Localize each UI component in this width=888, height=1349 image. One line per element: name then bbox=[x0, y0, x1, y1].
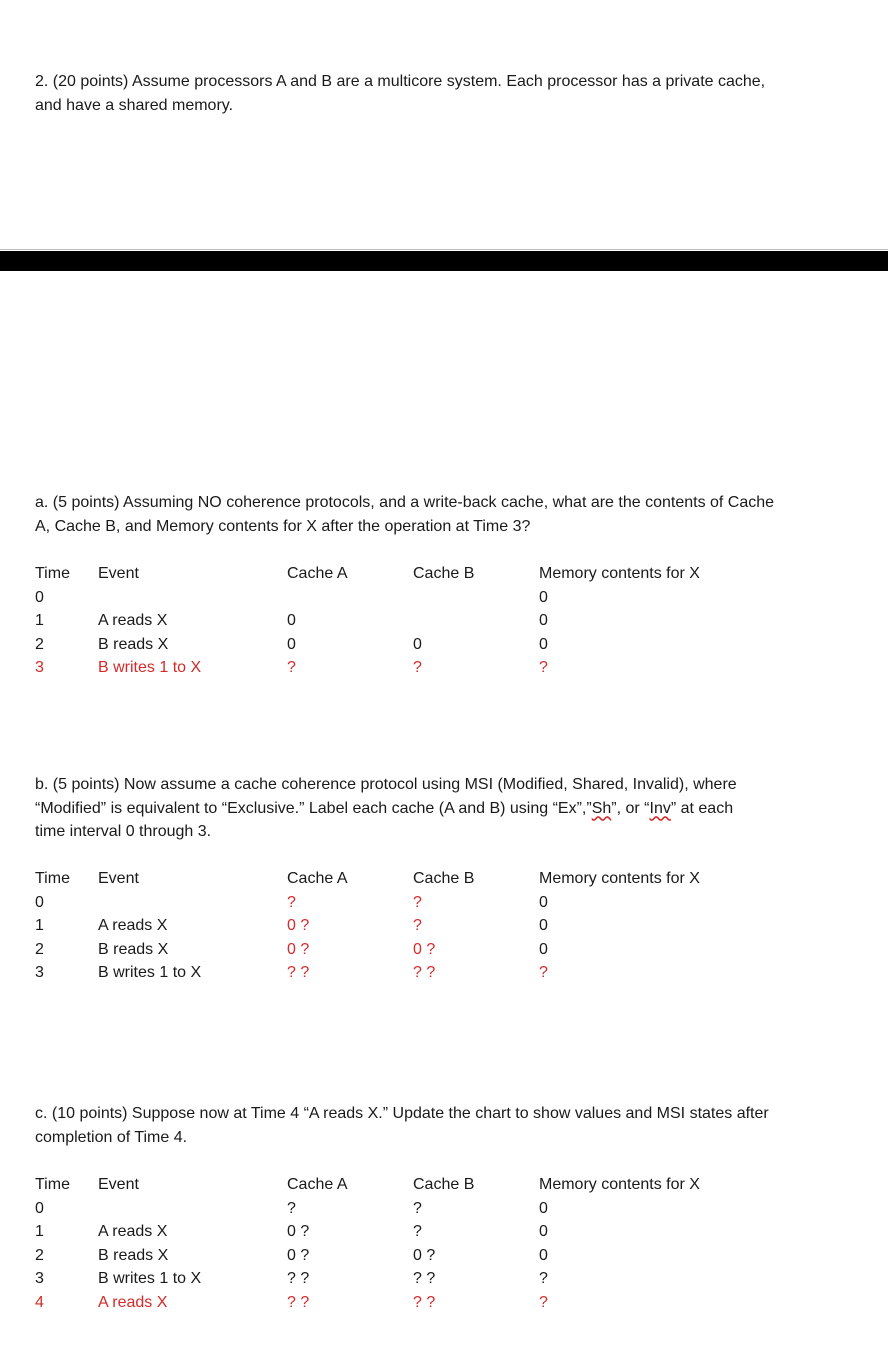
table-header-row bbox=[0, 867, 888, 891]
cell-memory: ? bbox=[539, 964, 548, 981]
header-cache-b: Cache B bbox=[413, 565, 475, 582]
cell-cache-b: 0 ? bbox=[413, 1246, 436, 1264]
header-cache-a: Cache A bbox=[287, 1176, 348, 1193]
cell-time: 3 bbox=[35, 659, 44, 676]
header-memory: Memory contents for X bbox=[539, 1176, 700, 1193]
table-row-highlight bbox=[0, 656, 888, 680]
cell-memory: 0 bbox=[539, 893, 548, 911]
cell-cache-a: 0 bbox=[287, 635, 296, 653]
table-row bbox=[0, 914, 888, 938]
cell-time: 1 bbox=[35, 1223, 44, 1240]
question-intro-line2: and have a shared memory. bbox=[35, 96, 234, 114]
header-memory: Memory contents for X bbox=[539, 870, 700, 887]
cell-cache-b: ? bbox=[413, 1199, 422, 1217]
header-event: Event bbox=[98, 1176, 139, 1193]
part-c-prompt bbox=[35, 1102, 855, 1149]
cell-cache-a: ? bbox=[287, 659, 296, 676]
header-time: Time bbox=[35, 565, 70, 582]
cell-event: A reads X bbox=[98, 612, 168, 629]
header-cache-b: Cache B bbox=[413, 1176, 475, 1193]
cell-time: 1 bbox=[35, 612, 44, 629]
cell-time: 3 bbox=[35, 1270, 44, 1287]
cell-cache-a: 0 ? bbox=[287, 1223, 310, 1240]
part-c-prompt-line2: completion of Time 4. bbox=[35, 1128, 188, 1146]
part-a-prompt bbox=[35, 491, 855, 538]
cell-cache-b: 0 ? bbox=[413, 940, 436, 958]
cell-cache-b: 0 bbox=[413, 635, 422, 653]
header-memory: Memory contents for X bbox=[539, 565, 700, 582]
table-row bbox=[0, 1267, 888, 1291]
cell-event: B reads X bbox=[98, 940, 169, 958]
cell-time: 1 bbox=[35, 917, 44, 934]
cell-memory: 0 bbox=[539, 1223, 548, 1240]
cell-cache-b: ? ? bbox=[413, 1270, 436, 1287]
table-row bbox=[0, 1197, 888, 1221]
cell-time: 0 bbox=[35, 588, 44, 606]
header-cache-b: Cache B bbox=[413, 870, 475, 887]
part-b-prompt-line2-pre: “Modified” is equivalent to “Exclusive.” Label each cache (A and B) using “Ex”,” bbox=[35, 799, 592, 817]
table-row bbox=[0, 1220, 888, 1244]
table-header-row bbox=[0, 562, 888, 586]
cell-cache-b: ? ? bbox=[413, 964, 436, 981]
cell-time: 2 bbox=[35, 1246, 44, 1264]
cell-cache-b: ? ? bbox=[413, 1293, 436, 1311]
cell-memory: ? bbox=[539, 659, 548, 676]
table-row bbox=[0, 1244, 888, 1268]
cell-cache-a: ? ? bbox=[287, 1270, 310, 1287]
cell-cache-a: 0 bbox=[287, 612, 296, 629]
table-row bbox=[0, 633, 888, 657]
cell-cache-a: ? ? bbox=[287, 1293, 310, 1311]
cell-event: B reads X bbox=[98, 635, 169, 653]
cell-cache-b: ? bbox=[413, 917, 422, 934]
part-b-prompt-line1: b. (5 points) Now assume a cache coherence protocol using MSI (Modified, Shared, Invalid), where bbox=[35, 776, 737, 793]
header-event: Event bbox=[98, 870, 139, 887]
cell-event: B writes 1 to X bbox=[98, 1270, 202, 1287]
cell-event: B writes 1 to X bbox=[98, 659, 202, 676]
cell-cache-b: ? bbox=[413, 1223, 422, 1240]
cell-cache-a: 0 ? bbox=[287, 1246, 310, 1264]
part-b-prompt-inv: Inv bbox=[649, 799, 671, 817]
cell-memory: 0 bbox=[539, 635, 548, 653]
part-b-prompt-line2-post: ” at each bbox=[670, 799, 734, 817]
cell-memory: 0 bbox=[539, 1246, 548, 1264]
cell-event: A reads X bbox=[98, 1293, 168, 1311]
cell-cache-a: ? bbox=[287, 893, 296, 911]
cell-cache-a: 0 ? bbox=[287, 940, 310, 958]
part-c-prompt-line1: c. (10 points) Suppose now at Time 4 “A reads X.” Update the chart to show values and MSI states after bbox=[35, 1105, 769, 1122]
cell-time: 0 bbox=[35, 893, 44, 911]
cell-memory: 0 bbox=[539, 940, 548, 958]
cell-memory: 0 bbox=[539, 1199, 548, 1217]
table-header-row bbox=[0, 1173, 888, 1197]
cell-memory: 0 bbox=[539, 612, 548, 629]
header-time: Time bbox=[35, 1176, 70, 1193]
question-intro bbox=[35, 70, 855, 117]
cell-cache-a: ? bbox=[287, 1199, 296, 1217]
cell-memory: 0 bbox=[539, 917, 548, 934]
header-cache-a: Cache A bbox=[287, 565, 348, 582]
table-row bbox=[0, 586, 888, 610]
cell-memory: ? bbox=[539, 1270, 548, 1287]
table-row bbox=[0, 891, 888, 915]
table-row bbox=[0, 609, 888, 633]
redaction-band bbox=[0, 251, 888, 271]
part-a-prompt-line1: a. (5 points) Assuming NO coherence protocols, and a write-back cache, what are the contents of Cache bbox=[35, 494, 775, 511]
part-a-prompt-line2: A, Cache B, and Memory contents for X after the operation at Time 3? bbox=[35, 517, 531, 535]
cell-cache-a: ? ? bbox=[287, 964, 310, 981]
cell-time: 2 bbox=[35, 940, 44, 958]
part-b-prompt-line2-mid: ”, or “ bbox=[611, 799, 650, 817]
cell-cache-b: ? bbox=[413, 893, 422, 911]
header-event: Event bbox=[98, 565, 139, 582]
cell-cache-a: 0 ? bbox=[287, 917, 310, 934]
cell-time: 4 bbox=[35, 1293, 44, 1311]
cell-time: 2 bbox=[35, 635, 44, 653]
cell-memory: 0 bbox=[539, 588, 548, 606]
cell-event: A reads X bbox=[98, 917, 168, 934]
cell-event: B writes 1 to X bbox=[98, 964, 202, 981]
part-b-prompt bbox=[35, 773, 855, 844]
part-b-prompt-line3: time interval 0 through 3. bbox=[35, 823, 212, 840]
cell-memory: ? bbox=[539, 1293, 548, 1311]
part-b-prompt-sh: Sh bbox=[591, 799, 612, 817]
cell-cache-b: ? bbox=[413, 659, 422, 676]
table-row-highlight bbox=[0, 1291, 888, 1315]
header-time: Time bbox=[35, 870, 70, 887]
question-intro-line1: 2. (20 points) Assume processors A and B are a multicore system. Each processor has a private cache, bbox=[35, 73, 766, 90]
cell-time: 0 bbox=[35, 1199, 44, 1217]
cell-event: B reads X bbox=[98, 1246, 169, 1264]
cell-time: 3 bbox=[35, 964, 44, 981]
table-row bbox=[0, 938, 888, 962]
header-cache-a: Cache A bbox=[287, 870, 348, 887]
table-row bbox=[0, 961, 888, 985]
cell-event: A reads X bbox=[98, 1223, 168, 1240]
redaction-band-edge bbox=[0, 249, 888, 250]
